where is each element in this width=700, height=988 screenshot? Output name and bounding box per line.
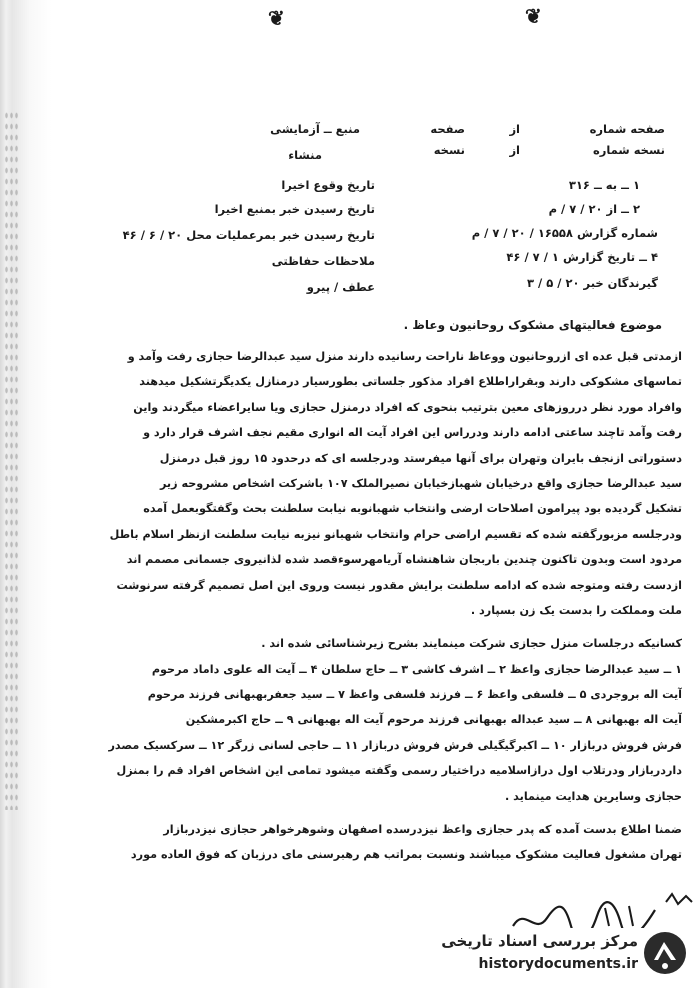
subject-line: موضوع فعالیتهای مشکوک روحانیون وعاظ .: [403, 318, 662, 332]
body-line: رفت وآمد تاچند ساعتی ادامه دارند ودرراس این افراد آیت اله انواری مقیم نجف اشرف قرار دارد و: [143, 426, 682, 440]
body-line: ازدست رفته ومتوجه شده که ادامه سلطنت برایش مقدور نیست وروی این اصل تصمیم گرفته سرنوشت: [116, 578, 682, 592]
corner-scribble: [664, 890, 694, 908]
binding-shadow: [0, 0, 52, 988]
left-stamp-mark: ❦: [268, 6, 285, 30]
of-label-1: از: [509, 122, 520, 136]
archive-logo-icon: [642, 930, 688, 976]
body-line: دستوراتی ازنجف بایران وتهران برای آنها میفرستد ودرجلسه ای که درحدود ۱۵ روز قبل درمنزل: [159, 451, 682, 465]
archive-watermark: [430, 928, 692, 982]
body-line: ضمنا اطلاع بدست آمده که پدر حجازی واعظ نیزدرسده اصفهان وشوهرخواهر حجازی نیزدربازار: [163, 823, 682, 837]
body-line: مردود است وبدون تاکنون چندین باربجان شاهنشاه آریامهرسوءقصد شده لذانیروی جسمانی مصمم اند: [126, 553, 682, 567]
body-line: ۱ ــ سید عبدالرضا حجازی واعظ ۲ ــ اشرف کاشی ۳ ــ حاج سلطان ۴ ــ آیت اله علوی داماد مرحوم: [151, 662, 682, 676]
body-line: آیت اله بهبهانی ۸ ــ سید عبداله بهبهانی فرزند مرحوم آیت اله بهبهانی ۹ ــ حاج اکبرمشکین: [185, 713, 682, 727]
paragraph-gap: [86, 623, 682, 631]
body-line: وافراد مورد نظر درروزهای معین بترتیب بنحوی که افراد درمنزل حجازی ویا سایراعضاء میگردند واین: [133, 400, 682, 414]
archive-url: historydocuments.ir: [478, 956, 638, 972]
binding-holes: [4, 110, 18, 810]
meta-right-3: شماره گزارش ۱۶۵۵۸ / ۲۰ / ۷ / م: [471, 226, 658, 240]
meta-right-4: ۴ ــ تاریخ گزارش ۱ / ۷ / ۴۶: [506, 250, 658, 264]
body-line: حجازی وسایرین هدایت مینماید .: [505, 789, 682, 803]
meta-left-4: ملاحظات حفاظتی: [271, 254, 375, 268]
body-line: سید عبدالرضا حجازی واقع درخیابان شهبازخیابان نصیرالملک ۱۰۷ باشرکت اشخاص مشروحه زیر: [159, 476, 682, 490]
meta-left-5: عطف / پیرو: [306, 280, 375, 294]
page-number-label: صفحه شماره: [589, 122, 665, 136]
copy-number-label: نسخه شماره: [592, 143, 665, 157]
paragraph-1: [86, 344, 682, 623]
body-line: تماسهای مشکوکی دارند وبقراراطلاع افراد مذکور جلساتی بطورسیار درمنازل یکدیگرتشکیل میدهند: [139, 375, 682, 389]
meta-right-5: گیرندگان خبر ۲۰ / ۵ / ۳: [526, 276, 658, 290]
paragraph-2: [86, 631, 682, 809]
body-line: ملت ومملکت را بدست یک زن بسپارد .: [470, 603, 682, 617]
body-line: کسانیکه درجلسات منزل حجازی شرکت مینمایند بشرح زیرشناسائی شده اند .: [261, 637, 682, 651]
source-label: منبع ــ آزمایشی: [270, 122, 360, 136]
meta-right-2: ۲ ــ از ۲۰ / ۷ / م: [548, 202, 640, 216]
of-label-2: از: [509, 143, 520, 157]
copies-label: نسخه: [433, 143, 465, 157]
meta-left-3: تاریخ رسیدن خبر بمرعملیات محل ۲۰ / ۶ / ۴۶: [122, 228, 375, 242]
archive-name: مرکز بررسی اسناد تاریخی: [441, 932, 638, 950]
body-line: تهران مشغول فعالیت مشکوک میباشند ونسبت بمراتب هم رهبرسنی مای درزبان که فوق العاده مورد: [130, 848, 682, 862]
body-line: داردربازار ودرتلاب اول درازاسلامیه دراختیار رسمی وگفته میشود تمامی این اشخاص افراد قم را بمنزل: [116, 764, 682, 778]
meta-left-1: تاریخ وقوع اخیرا: [281, 178, 375, 192]
body-line: تشکیل گردیده بود پیرامون اصلاحات ارضی وانتخاب شهبانوبه نیابت سلطنت بحث وگفتگوبعمل آمده: [143, 502, 682, 516]
paragraph-3: [86, 817, 682, 868]
report-body: [86, 344, 682, 868]
meta-left-2: تاریخ رسیدن خبر بمنبع اخیرا: [214, 202, 375, 216]
origin-label: منشاء: [288, 148, 322, 162]
paragraph-gap: [86, 809, 682, 817]
body-line: ازمدتی قبل عده ای ازروحانیون ووعاظ ناراحت رسانیده دارند منزل سید عبدالرضا حجازی رفت وآمد و: [127, 350, 682, 363]
meta-right-1: ۱ ــ به ــ ۳۱۶: [568, 178, 640, 192]
body-line: فرش فروش دربازار ۱۰ ــ اکبرگیگیلی فرش فروش دربازار ۱۱ ــ حاجی لسانی زرگر ۱۲ ــ سرکسیک مصدر: [108, 738, 682, 752]
right-stamp-mark: ❦: [525, 4, 542, 28]
body-line: ودرجلسه مزبورگفته شده که تقسیم اراضی حرام وانتخاب شهبانو نیزبه نیابت سلطنت ازنظر اسلام باطل: [109, 527, 682, 541]
body-line: آیت اله بروجردی ۵ ــ فلسفی واعظ ۶ ــ فرزند فلسفی واعظ ۷ ــ سید جعفربهبهانی فرزند مرحوم: [147, 688, 682, 702]
pages-label: صفحه: [430, 122, 465, 136]
